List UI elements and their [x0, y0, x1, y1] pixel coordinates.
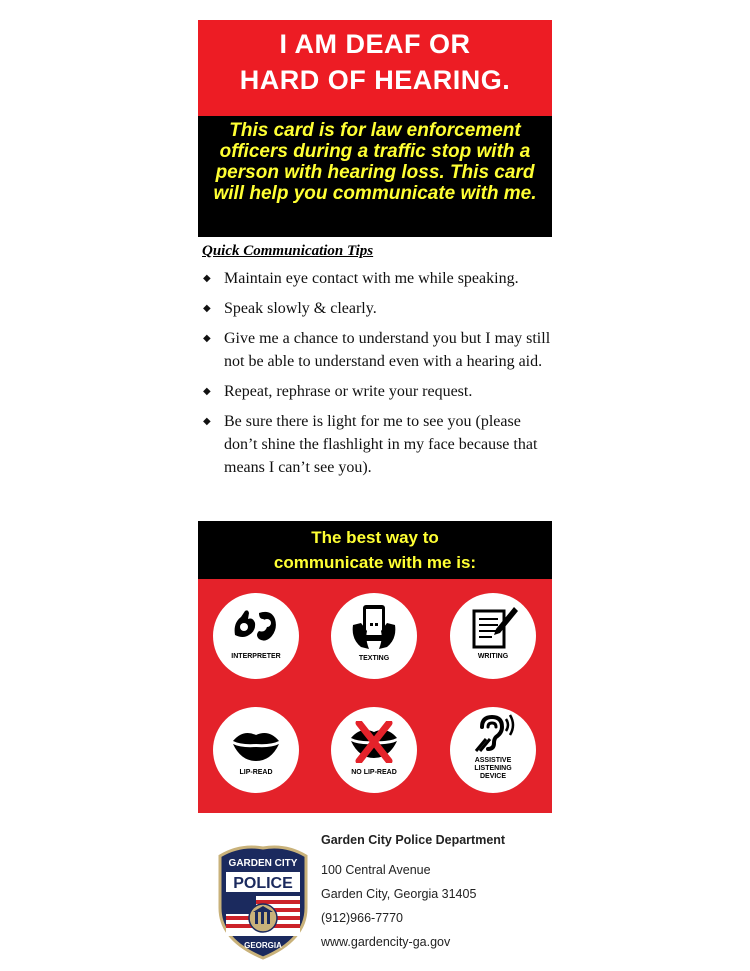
diamond-bullet-icon: ◆ — [203, 333, 211, 344]
list-item — [198, 297, 552, 320]
badge-middle-text: POLICE — [233, 875, 293, 892]
diamond-bullet-icon: ◆ — [203, 386, 211, 397]
writing-icon — [468, 605, 518, 649]
footer — [214, 820, 544, 965]
method-label-line-2: LISTENING — [474, 765, 512, 772]
department-phone: (912)966-7770 — [321, 911, 404, 925]
hearing-card — [198, 20, 552, 780]
lips-icon — [231, 727, 281, 763]
department-website: www.gardencity-ga.gov — [321, 935, 451, 949]
method-label: TEXTING — [358, 655, 390, 662]
phone-texting-icon — [349, 605, 399, 651]
method-label: INTERPRETER — [231, 653, 281, 660]
badge-bottom-text: GEORGIA — [244, 941, 282, 950]
tip-text: Be sure there is light for me to see you (please don’t shine the flashlight in my face because that means I can’t see you). — [224, 413, 538, 476]
police-badge-logo — [214, 842, 312, 960]
tip-text: Maintain eye contact with me while speaking. — [224, 270, 519, 287]
method-label: LIP-READ — [239, 769, 273, 776]
tip-text: Speak slowly & clearly. — [224, 300, 377, 317]
title-line-1: I AM DEAF OR — [279, 29, 471, 59]
department-city: Garden City, Georgia 31405 — [321, 887, 477, 901]
card-title — [198, 20, 552, 116]
hearing-assist-icon — [468, 713, 518, 753]
diamond-bullet-icon: ◆ — [203, 303, 211, 314]
tip-text: Give me a chance to understand you but I may still not be able to understand even with a hearing aid. — [224, 330, 551, 370]
best-way-banner — [198, 521, 552, 579]
department-contact — [321, 820, 505, 954]
best-way-line-2: communicate with me is: — [273, 553, 477, 572]
tips-heading: Quick Communication Tips — [202, 243, 374, 259]
no-lip-read-icon — [349, 721, 399, 763]
sign-language-icon — [231, 605, 281, 649]
department-name: Garden City Police Department — [321, 833, 506, 847]
diamond-bullet-icon: ◆ — [203, 416, 211, 427]
best-way-line-1: The best way to — [311, 528, 439, 547]
method-interpreter — [213, 593, 299, 679]
diamond-bullet-icon: ◆ — [203, 273, 211, 284]
list-item — [198, 380, 552, 403]
badge-top-text: GARDEN CITY — [228, 858, 298, 869]
title-line-2: HARD OF HEARING. — [239, 65, 511, 95]
method-no-lip-read — [331, 707, 417, 793]
list-item — [198, 267, 552, 290]
list-item — [198, 327, 552, 373]
methods-grid — [198, 579, 552, 813]
intro-text: This card is for law enforcement officers during a traffic stop with a person with hearing loss. This card will help you communicate with me. — [198, 116, 552, 237]
method-writing — [450, 593, 536, 679]
method-label: WRITING — [477, 653, 509, 660]
method-assistive-listening — [450, 707, 536, 793]
department-address: 100 Central Avenue — [321, 863, 431, 877]
tips-list — [198, 267, 552, 479]
method-label — [450, 757, 536, 781]
method-lip-read — [213, 707, 299, 793]
tip-text: Repeat, rephrase or write your request. — [224, 383, 473, 400]
method-label-line-3: DEVICE — [479, 773, 507, 780]
method-label-line-1: ASSISTIVE — [474, 757, 512, 764]
method-texting — [331, 593, 417, 679]
list-item — [198, 410, 552, 479]
method-label: NO LIP-READ — [351, 769, 397, 776]
